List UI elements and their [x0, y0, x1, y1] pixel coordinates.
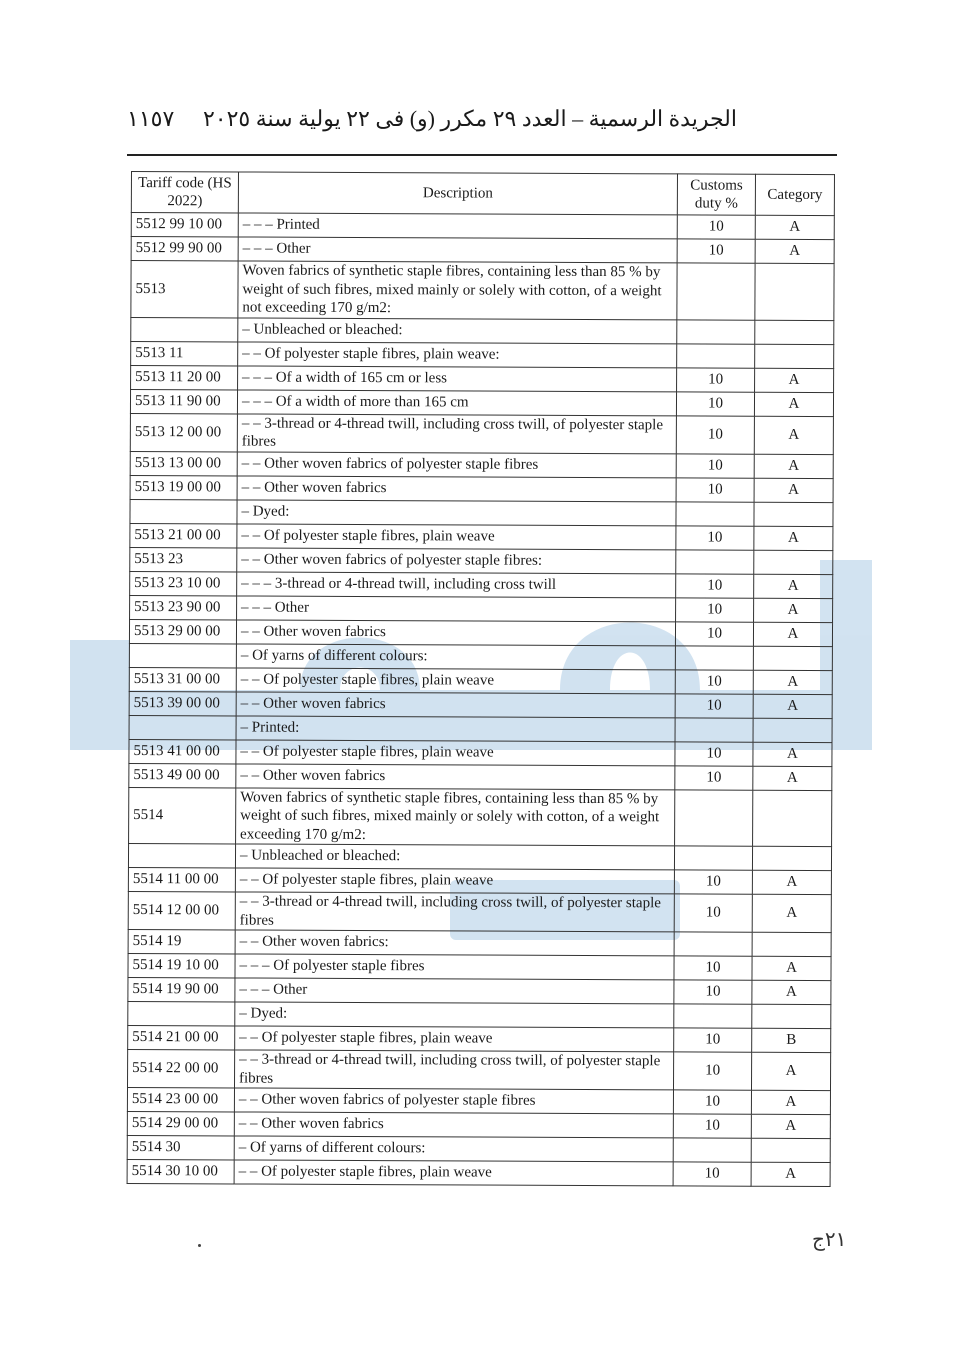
header-tariff-code: Tariff code (HS 2022): [131, 172, 238, 213]
table-row: [129, 667, 832, 694]
category-cell: A: [752, 870, 831, 894]
header-divider: [127, 154, 837, 156]
description-cell: – – Other woven fabrics of polyester staple fibres:: [237, 547, 676, 573]
description-cell: – – Other woven fabrics: [237, 475, 676, 501]
category-cell: A: [754, 598, 833, 622]
category-cell: [753, 790, 832, 847]
tariff-code-cell: 5514 30 10 00: [127, 1159, 234, 1183]
table-row: [128, 891, 831, 932]
tariff-code-cell: [129, 715, 236, 739]
category-cell: A: [755, 368, 834, 392]
table-row: [128, 1049, 831, 1090]
category-cell: A: [754, 574, 833, 598]
category-cell: A: [751, 1114, 830, 1138]
tariff-code-cell: 5514 12 00 00: [128, 891, 235, 929]
table-row: [128, 1001, 831, 1028]
tariff-code-cell: 5514 11 00 00: [128, 867, 235, 891]
category-cell: [752, 1004, 831, 1028]
duty-cell: 10: [673, 1090, 751, 1114]
description-cell: – – Of polyester staple fibres, plain weave: [236, 667, 675, 693]
tariff-code-cell: [129, 643, 236, 667]
header-description: Description: [238, 172, 677, 215]
description-cell: – – Other woven fabrics of polyester staple fibres: [234, 1088, 673, 1114]
duty-cell: [675, 846, 753, 870]
duty-cell: 10: [677, 391, 755, 415]
tariff-code-cell: 5513 12 00 00: [130, 413, 237, 451]
description-cell: – – – Other: [235, 978, 674, 1004]
category-cell: [755, 344, 834, 368]
description-cell: – Unbleached or bleached:: [235, 844, 674, 870]
tariff-code-cell: 5514 29 00 00: [127, 1111, 234, 1135]
category-cell: A: [752, 980, 831, 1004]
table-row: [128, 929, 831, 956]
duty-cell: 10: [676, 415, 754, 453]
description-cell: – – Other woven fabrics: [236, 619, 675, 645]
duty-cell: 10: [675, 621, 753, 645]
table-row: [130, 475, 833, 502]
category-cell: [752, 932, 831, 956]
duty-cell: 10: [674, 894, 752, 932]
tariff-code-cell: [128, 1001, 235, 1025]
category-cell: [755, 263, 834, 320]
duty-cell: 10: [674, 956, 752, 980]
tariff-code-cell: 5513 41 00 00: [129, 739, 236, 763]
description-cell: – – Other woven fabrics: [236, 763, 675, 789]
duty-cell: [674, 1004, 752, 1028]
tariff-code-cell: 5513: [131, 261, 238, 318]
tariff-code-cell: [128, 843, 235, 867]
duty-cell: 10: [675, 765, 753, 789]
table-row: [127, 1087, 830, 1114]
duty-cell: [676, 549, 754, 573]
tariff-code-cell: 5513 11 20 00: [131, 365, 238, 389]
category-cell: A: [752, 956, 831, 980]
duty-cell: 10: [674, 870, 752, 894]
table-row: [131, 237, 834, 264]
description-cell: – – Of polyester staple fibres, plain weave: [234, 1160, 673, 1186]
description-cell: Woven fabrics of synthetic staple fibres, containing less than 85 % by weight of such fibres, mixed mainly or solely with cotton, of a weight not exceeding 170 g/m2:: [238, 261, 677, 319]
description-cell: – – Of polyester staple fibres, plain weave: [236, 739, 675, 765]
category-cell: A: [754, 416, 833, 454]
tariff-code-cell: 5514 19 10 00: [128, 953, 235, 977]
duty-cell: [673, 1138, 751, 1162]
duty-cell: 10: [676, 477, 754, 501]
duty-cell: 10: [677, 215, 755, 239]
category-cell: [754, 502, 833, 526]
duty-cell: [677, 319, 755, 343]
gazette-title: الجريدة الرسمية – العدد ٢٩ مكرر (و) فى ٢٢ يولية سنة ٢٠٢٥: [202, 106, 737, 131]
table-row: [127, 1159, 830, 1186]
category-cell: A: [751, 1162, 830, 1186]
category-cell: A: [752, 1052, 831, 1090]
tariff-code-cell: 5513 39 00 00: [129, 691, 236, 715]
header-category: Category: [755, 174, 834, 215]
duty-cell: [677, 343, 755, 367]
duty-cell: 10: [677, 367, 755, 391]
tariff-code-cell: 5512 99 10 00: [131, 213, 238, 237]
duty-cell: 10: [673, 1114, 751, 1138]
category-cell: A: [754, 392, 833, 416]
tariff-table: [127, 171, 835, 1187]
table-row: [131, 317, 834, 344]
description-cell: – – 3-thread or 4-thread twill, including cross twill, of polyester staple fibres: [237, 413, 676, 453]
description-cell: – – Other woven fabrics: [234, 1112, 673, 1138]
table-row: [129, 787, 832, 847]
duty-cell: [677, 263, 755, 320]
description-cell: – – – Of a width of more than 165 cm: [237, 389, 676, 415]
page-header: [127, 104, 737, 140]
duty-cell: 10: [675, 741, 753, 765]
table-row: [130, 571, 833, 598]
tariff-code-cell: 5514 30: [127, 1135, 234, 1159]
description-cell: – Dyed:: [237, 499, 676, 525]
tariff-code-cell: 5514 23 00 00: [127, 1087, 234, 1111]
table-row: [128, 977, 831, 1004]
tariff-code-cell: 5514: [129, 787, 236, 844]
category-cell: B: [752, 1028, 831, 1052]
category-cell: A: [753, 670, 832, 694]
category-cell: [752, 846, 831, 870]
category-cell: [753, 646, 832, 670]
tariff-code-cell: [130, 499, 237, 523]
duty-cell: 10: [676, 597, 754, 621]
tariff-code-cell: 5513 11: [131, 341, 238, 365]
duty-cell: [675, 645, 753, 669]
tariff-code-cell: 5513 11 90 00: [130, 389, 237, 413]
description-cell: – – – Of polyester staple fibres: [235, 954, 674, 980]
description-cell: – – 3-thread or 4-thread twill, including cross twill, of polyester staple fibres: [234, 1050, 673, 1090]
tariff-code-cell: 5513 19 00 00: [130, 475, 237, 499]
duty-cell: 10: [673, 1162, 751, 1186]
tariff-code-cell: [131, 317, 238, 341]
tariff-code-cell: 5513 31 00 00: [129, 667, 236, 691]
table-header-row: [131, 172, 834, 216]
category-cell: A: [752, 894, 831, 932]
table-row: [128, 867, 831, 894]
tariff-code-cell: 5514 21 00 00: [128, 1025, 235, 1049]
table-row: [131, 341, 834, 368]
category-cell: A: [753, 622, 832, 646]
category-cell: A: [755, 215, 834, 239]
duty-cell: [674, 932, 752, 956]
tariff-code-cell: 5512 99 90 00: [131, 237, 238, 261]
description-cell: – – – Printed: [238, 213, 677, 239]
description-cell: – – Of polyester staple fibres, plain weave: [235, 1026, 674, 1052]
duty-cell: 10: [676, 525, 754, 549]
tariff-code-cell: 5514 19: [128, 929, 235, 953]
description-cell: – Printed:: [236, 715, 675, 741]
tariff-code-cell: 5513 23 90 00: [130, 595, 237, 619]
description-cell: – Of yarns of different colours:: [234, 1136, 673, 1162]
description-cell: – – – Of a width of 165 cm or less: [238, 365, 677, 391]
description-cell: – – Of polyester staple fibres, plain weave: [237, 523, 676, 549]
duty-cell: 10: [674, 1028, 752, 1052]
page-number: ١١٥٧: [127, 106, 175, 131]
category-cell: A: [754, 478, 833, 502]
category-cell: [754, 550, 833, 574]
tariff-code-cell: 5513 23: [130, 547, 237, 571]
category-cell: A: [753, 694, 832, 718]
description-cell: – – 3-thread or 4-thread twill, including cross twill, of polyester staple fibres: [235, 892, 674, 932]
description-cell: – – Of polyester staple fibres, plain weave: [235, 868, 674, 894]
duty-cell: [675, 717, 753, 741]
category-cell: [751, 1138, 830, 1162]
description-cell: – – Other woven fabrics of polyester staple fibres: [237, 451, 676, 477]
table-row: [129, 763, 832, 790]
description-cell: – Of yarns of different colours:: [236, 643, 675, 669]
duty-cell: 10: [675, 669, 753, 693]
table-row: [129, 739, 832, 766]
table-row: [130, 413, 833, 454]
table-row: [127, 1111, 830, 1138]
table-row: [128, 1025, 831, 1052]
table-row: [129, 619, 832, 646]
description-cell: – – – Other: [237, 595, 676, 621]
table-row: [129, 691, 832, 718]
category-cell: [753, 718, 832, 742]
duty-cell: [676, 501, 754, 525]
table-row: [130, 595, 833, 622]
table-row: [131, 261, 834, 321]
table-row: [130, 451, 833, 478]
duty-cell: 10: [675, 693, 753, 717]
tariff-code-cell: 5513 49 00 00: [129, 763, 236, 787]
category-cell: A: [753, 742, 832, 766]
description-cell: – Dyed:: [235, 1002, 674, 1028]
tariff-code-cell: 5513 29 00 00: [129, 619, 236, 643]
table-row: [128, 953, 831, 980]
description-cell: – – – Other: [238, 237, 677, 263]
description-cell: – – – 3-thread or 4-thread twill, including cross twill: [237, 571, 676, 597]
tariff-code-cell: 5514 22 00 00: [128, 1049, 235, 1087]
tariff-code-cell: 5513 13 00 00: [130, 451, 237, 475]
category-cell: A: [754, 454, 833, 478]
table-row: [129, 643, 832, 670]
description-cell: – – Other woven fabrics: [236, 691, 675, 717]
category-cell: [755, 320, 834, 344]
duty-cell: 10: [674, 980, 752, 1004]
description-cell: – – Of polyester staple fibres, plain weave:: [238, 341, 677, 367]
category-cell: A: [753, 766, 832, 790]
category-cell: A: [754, 526, 833, 550]
header-customs-duty: Customs duty %: [677, 174, 755, 215]
table-row: [128, 843, 831, 870]
footer-page-mark: ٢١ج: [812, 1229, 847, 1251]
duty-cell: 10: [674, 1052, 752, 1090]
table-row: [130, 499, 833, 526]
duty-cell: [675, 789, 753, 846]
duty-cell: 10: [677, 239, 755, 263]
description-cell: – Unbleached or bleached:: [238, 317, 677, 343]
tariff-code-cell: 5513 23 10 00: [130, 571, 237, 595]
tariff-table-body: [127, 213, 834, 1187]
description-cell: – – Other woven fabrics:: [235, 930, 674, 956]
tariff-code-cell: 5514 19 90 00: [128, 977, 235, 1001]
description-cell: Woven fabrics of synthetic staple fibres, containing less than 85 % by weight of such fibres, mixed mainly or solely with cotton, of a weight exceeding 170 g/m2:: [236, 787, 675, 845]
table-row: [127, 1135, 830, 1162]
footer-dot: [198, 1244, 201, 1247]
table-row: [130, 389, 833, 416]
duty-cell: 10: [676, 453, 754, 477]
table-row: [130, 547, 833, 574]
tariff-code-cell: 5513 21 00 00: [130, 523, 237, 547]
table-row: [131, 213, 834, 240]
table-row: [131, 365, 834, 392]
category-cell: A: [755, 239, 834, 263]
table-row: [129, 715, 832, 742]
table-row: [130, 523, 833, 550]
category-cell: A: [751, 1090, 830, 1114]
duty-cell: 10: [676, 573, 754, 597]
